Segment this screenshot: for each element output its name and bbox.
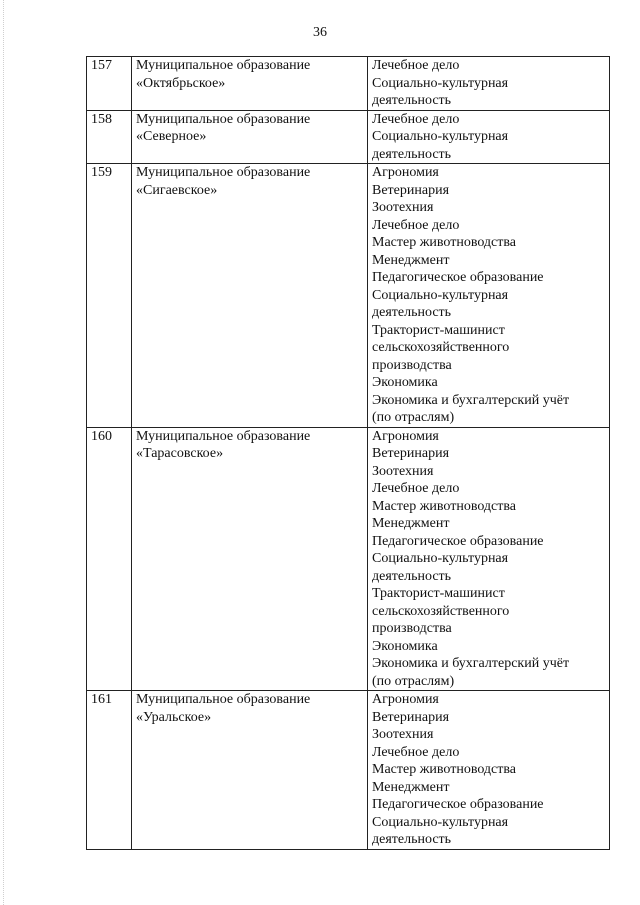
program-line: Мастер животноводства xyxy=(372,235,517,250)
municipality-line: Муниципальное образование xyxy=(136,111,311,127)
program-line: Лечебное дело xyxy=(372,217,460,233)
municipality-line: «Сигаевское» xyxy=(136,182,218,198)
program-line: Зоотехния xyxy=(372,727,434,742)
municipality-cell xyxy=(132,110,368,164)
municipality-line: «Уральское» xyxy=(136,709,212,725)
program-line: деятельность xyxy=(372,305,452,320)
program-line: Мастер животноводства xyxy=(372,762,517,777)
program-line: Экономика и бухгалтерский учёт xyxy=(372,656,570,671)
programs-cell xyxy=(368,427,610,691)
row-number: 161 xyxy=(87,691,132,850)
program-line: Менеджмент xyxy=(372,516,450,531)
row-number: 157 xyxy=(87,57,132,111)
row-number: 160 xyxy=(87,427,132,691)
municipality-cell xyxy=(132,427,368,691)
municipality-line: Муниципальное образование xyxy=(136,165,311,180)
program-line: Социально-культурная xyxy=(372,814,509,830)
program-line: деятельность xyxy=(372,832,452,847)
table-row xyxy=(87,110,610,164)
municipality-line: Муниципальное образование xyxy=(136,692,311,707)
program-line: деятельность xyxy=(372,146,452,162)
municipality-cell xyxy=(132,691,368,850)
programs-cell xyxy=(368,110,610,164)
program-line: Агрономия xyxy=(372,692,439,707)
program-line: производства xyxy=(372,621,452,636)
program-line: сельскохозяйственного xyxy=(372,603,510,619)
program-line: производства xyxy=(372,357,452,373)
municipality-cell xyxy=(132,164,368,428)
program-line: Социально-культурная xyxy=(372,551,509,566)
program-line: Ветеринария xyxy=(372,182,450,198)
municipality-line: «Северное» xyxy=(136,129,207,144)
program-line: Менеджмент xyxy=(372,252,450,268)
municipality-line: Муниципальное образование xyxy=(136,428,311,444)
programs-cell xyxy=(368,57,610,111)
municipality-line: Муниципальное образование xyxy=(136,58,311,73)
program-line: Менеджмент xyxy=(372,779,450,795)
program-line: Тракторист-машинист xyxy=(372,322,505,338)
table-row xyxy=(87,164,610,428)
scan-edge xyxy=(3,0,5,905)
program-line: Тракторист-машинист xyxy=(372,586,505,601)
program-line: Зоотехния xyxy=(372,463,434,479)
program-line: Зоотехния xyxy=(372,200,434,215)
row-number: 159 xyxy=(87,164,132,428)
program-line: Ветеринария xyxy=(372,446,450,461)
municipality-cell xyxy=(132,57,368,111)
program-line: Педагогическое образование xyxy=(372,270,544,285)
program-line: Педагогическое образование xyxy=(372,797,544,812)
program-line: Лечебное дело xyxy=(372,744,460,760)
table-row xyxy=(87,57,610,111)
program-line: Экономика xyxy=(372,375,438,390)
table-body xyxy=(87,57,610,850)
program-line: Экономика и бухгалтерский учёт xyxy=(372,392,570,408)
program-line: Ветеринария xyxy=(372,709,450,725)
table-row xyxy=(87,427,610,691)
program-line: деятельность xyxy=(372,568,452,584)
program-line: Лечебное дело xyxy=(372,111,460,127)
page-number: 36 xyxy=(313,25,327,40)
program-line: Лечебное дело xyxy=(372,58,460,73)
program-line: Педагогическое образование xyxy=(372,533,544,549)
program-line: сельскохозяйственного xyxy=(372,340,510,355)
municipality-table xyxy=(86,56,610,850)
programs-cell xyxy=(368,164,610,428)
program-line: Социально-культурная xyxy=(372,129,509,144)
program-line: деятельность xyxy=(372,93,452,108)
program-line: Агрономия xyxy=(372,428,439,444)
municipality-line: «Тарасовское» xyxy=(136,446,224,461)
table-row xyxy=(87,691,610,850)
program-line: Мастер животноводства xyxy=(372,498,517,514)
program-line: Агрономия xyxy=(372,165,439,180)
program-line: Социально-культурная xyxy=(372,75,509,91)
program-line: Лечебное дело xyxy=(372,481,460,496)
row-number: 158 xyxy=(87,110,132,164)
program-line: Экономика xyxy=(372,638,438,654)
municipality-line: «Октябрьское» xyxy=(136,75,226,91)
programs-cell xyxy=(368,691,610,850)
program-line: (по отраслям) xyxy=(372,410,455,425)
program-line: Социально-культурная xyxy=(372,287,509,303)
program-line: (по отраслям) xyxy=(372,673,455,689)
